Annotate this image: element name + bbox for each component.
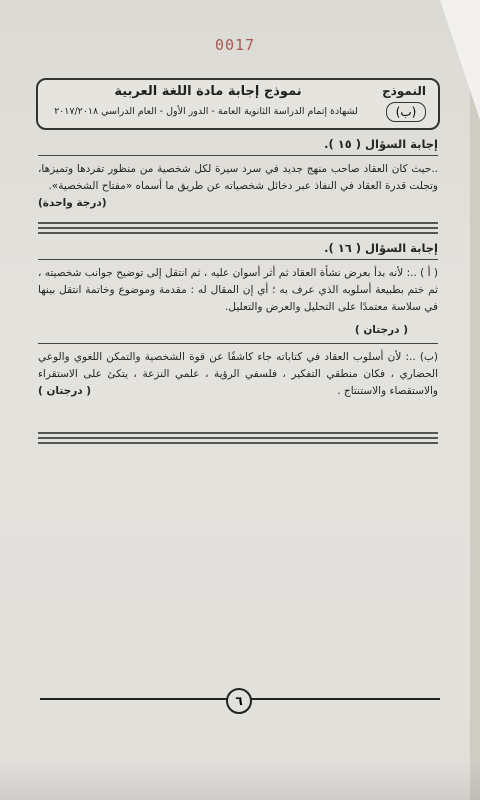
section-divider	[38, 222, 438, 237]
question-16-part-b-grade: ( درجتان )	[38, 385, 92, 397]
section-divider	[38, 432, 438, 447]
question-15-grade: (درجة واحدة)	[38, 197, 107, 209]
footer-page-number: ٦	[226, 688, 252, 714]
serial-number: 0017	[214, 36, 256, 54]
bottom-shadow	[0, 760, 480, 800]
question-15-answer: ..حيث كان العقاد صاحب منهج جديد في سرد سيرة لكل شخصية من منظور تفردها وتميزها، وتجلت قدرة العقاد في النفاذ عبر دخائل شخصياته عن طريق ما أسماه «مفتاح الشخصية».	[38, 163, 438, 192]
header-title: نموذج إجابة مادة اللغة العربية	[114, 84, 302, 99]
question-16-heading: إجابة السؤال ( ١٦ ).	[324, 241, 438, 255]
question-16-part-b: (ب) ..: لأن أسلوب العقاد في كتاباته جاء كاشفًا عن قوة الشخصية والتمكن اللغوي والوعي الحضاري ، فكان منطقي التفكير ، فلسفي الرؤية ، علمي النزعة ، يتكئ على الاستقراء والاستقصاء والاستنتاج .	[38, 351, 438, 397]
question-16-section	[38, 240, 438, 400]
question-16-part-a: ( أ ) ..: لأنه بدأ بعرض نشأة العقاد ثم أثر أسوان عليه ، ثم انتقل إلى توضيح جوانب شخصيته ، ثم ختم بطبيعة أسلوبه الذي عرف به ؛ أي إن المقال له : مقدمة وموضوع وخاتمة انتقل بينها في سلاسة معتمدًا على التحليل والعرض والتعليل.	[38, 267, 438, 313]
model-label: النموذج	[382, 84, 426, 98]
heading-rule	[38, 259, 438, 260]
question-16-part-a-grade: ( درجتان )	[354, 324, 408, 336]
part-rule	[38, 343, 438, 344]
question-15-section	[38, 136, 438, 212]
heading-rule	[38, 155, 438, 156]
question-15-heading: إجابة السؤال ( ١٥ ).	[324, 137, 438, 151]
header-box	[36, 78, 440, 130]
header-subtitle: لشهادة إتمام الدراسة الثانوية العامة - الدور الأول - العام الدراسي ٢٠١٧/٢٠١٨	[54, 106, 358, 117]
model-letter: (ب)	[386, 102, 426, 122]
